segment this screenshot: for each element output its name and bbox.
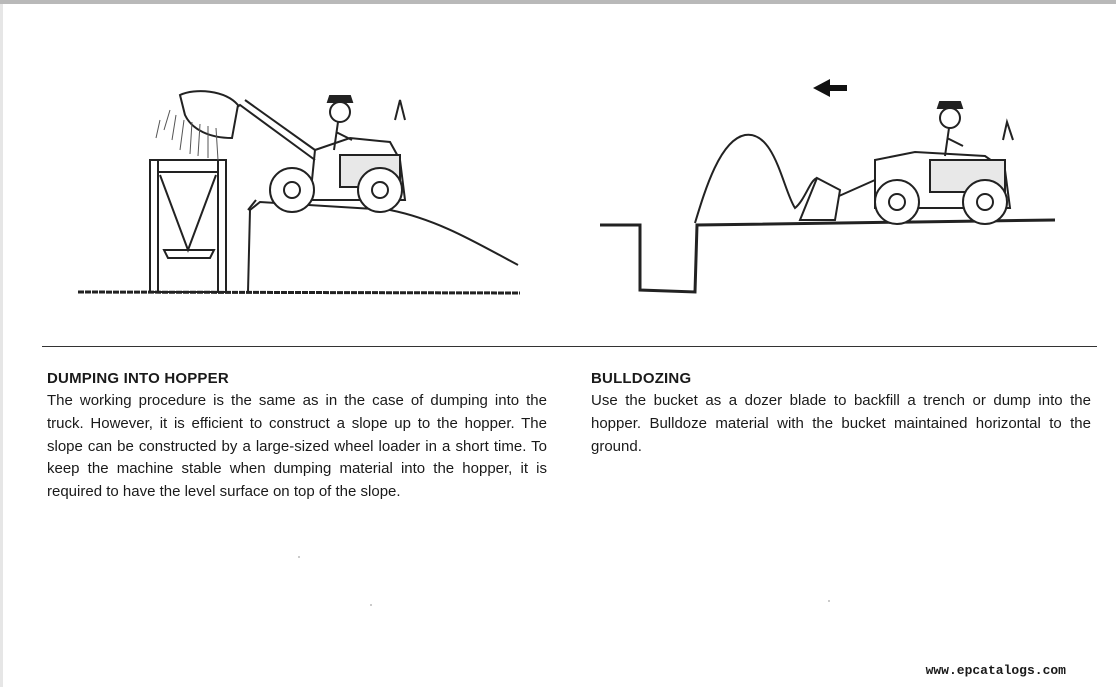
scan-speck <box>370 604 372 606</box>
scan-edge <box>0 4 3 687</box>
footer-url: www.epcatalogs.com <box>925 663 1066 678</box>
scan-speck <box>298 556 300 558</box>
arrow-left-icon <box>813 79 847 97</box>
dumping-heading: DUMPING INTO HOPPER <box>47 370 229 387</box>
bulldozing-illustration <box>585 60 1065 310</box>
scan-speck <box>828 600 830 602</box>
bulldozing-body: Use the bucket as a dozer blade to backfill a trench or dump into the hopper. Bulldoze material with the bucket maintained horizontal to the ground. <box>591 392 1091 455</box>
dumping-body: The working procedure is the same as in the case of dumping into the truck. However, it is efficient to construct a slope up to the hopper. The slope can be constructed by a large-sized wheel loader in a short time. To keep the machine stable when dumping material into the hopper, it is required to have the level surface on top of the slope. <box>47 392 547 501</box>
hopper-dumping-illustration <box>60 60 540 310</box>
bulldozing-heading: BULLDOZING <box>591 370 692 387</box>
dumping-section <box>47 370 547 504</box>
top-border <box>0 0 1116 4</box>
bulldozing-section <box>591 370 1091 458</box>
section-divider <box>42 346 1097 347</box>
